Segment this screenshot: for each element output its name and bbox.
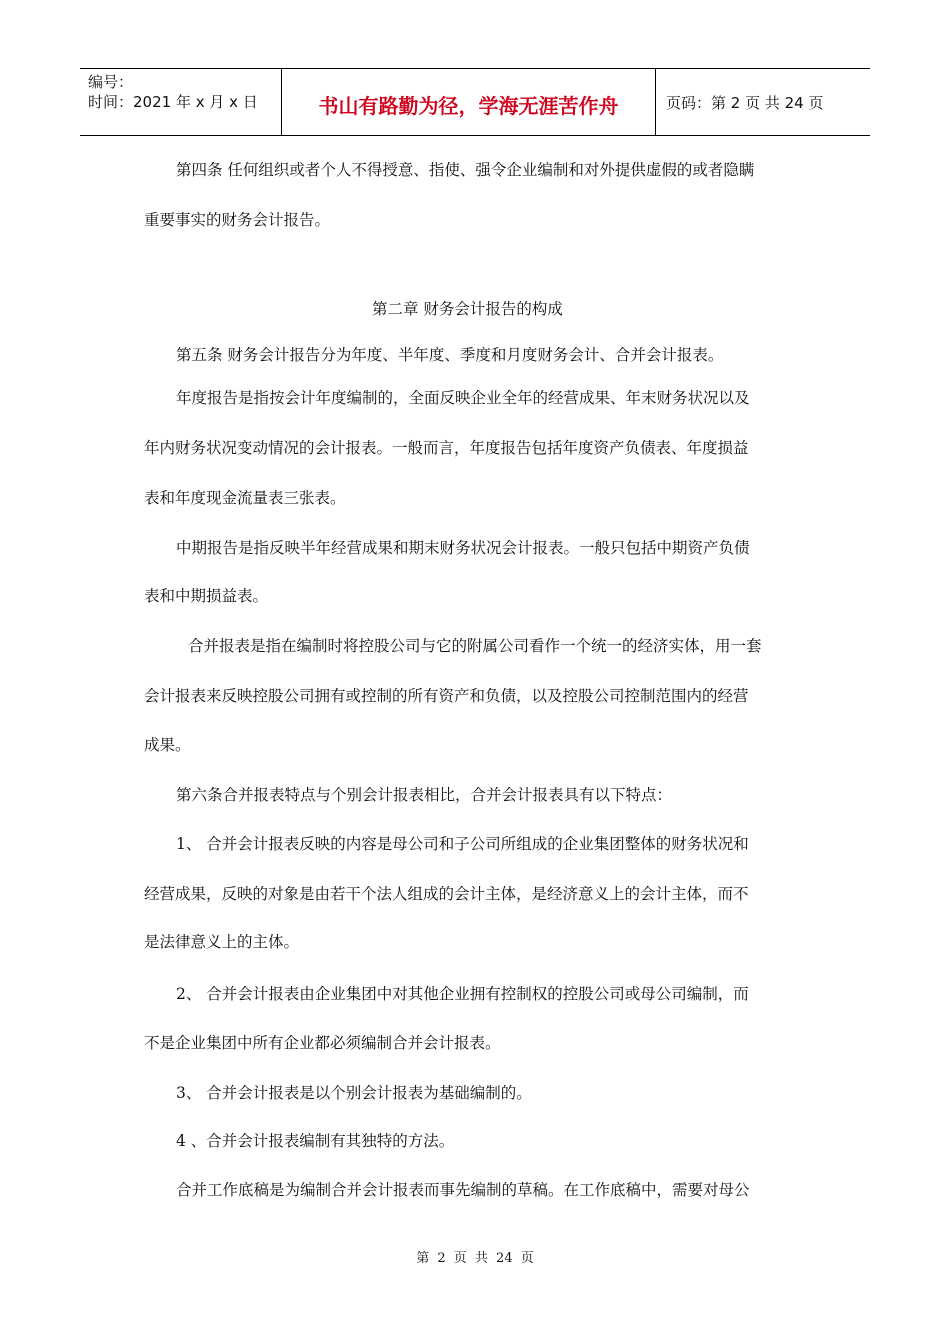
- feature-3-line-1: 3、 合并会计报表是以个别会计报表为基础编制的。: [176, 1084, 532, 1102]
- header-motto: 书山有路勤为径，学海无涯苦作舟: [282, 69, 656, 135]
- feature-2-line-2: 不是企业集团中所有企业都必须编制合并会计报表。: [144, 1034, 501, 1052]
- consolidated-report-line-1: 合并报表是指在编制时将控股公司与它的附属公司看作一个统一的经济实体，用一套: [188, 637, 762, 655]
- consolidated-report-line-2: 会计报表来反映控股公司拥有或控制的所有资产和负债，以及控股公司控制范围内的经营: [144, 687, 749, 705]
- article-5-line-1: 第五条 财务会计报告分为年度、半年度、季度和月度财务会计、合并会计报表。: [176, 346, 724, 364]
- feature-1-line-2: 经营成果，反映的对象是由若干个法人组成的会计主体，是经济意义上的会计主体，而不: [144, 885, 749, 903]
- page-footer: 第 2 页 共 24 页: [416, 1251, 534, 1266]
- document-time-label: 时间：2021 年 x 月 x 日: [88, 93, 258, 111]
- article-4-line-1: 第四条 任何组织或者个人不得授意、指使、强令企业编制和对外提供虚假的或者隐瞒: [176, 161, 755, 179]
- header-meta: [80, 69, 282, 135]
- worksheet-line-1: 合并工作底稿是为编制合并会计报表而事先编制的草稿。在工作底稿中，需要对母公: [176, 1181, 750, 1199]
- interim-report-line-2: 表和中期损益表。: [144, 587, 269, 605]
- article-4-line-2: 重要事实的财务会计报告。: [144, 211, 331, 229]
- feature-1-line-3: 是法律意义上的主体。: [144, 933, 300, 951]
- header-page-info: 页码：第 2 页 共 24 页: [666, 93, 824, 112]
- annual-report-line-1: 年度报告是指按会计年度编制的，全面反映企业全年的经营成果、年末财务状况以及: [176, 389, 750, 407]
- chapter-2-heading: 第二章 财务会计报告的构成: [372, 300, 563, 318]
- document-number-label: 编号：: [88, 73, 134, 91]
- consolidated-report-line-3: 成果。: [144, 736, 191, 754]
- document-header: [80, 68, 870, 136]
- feature-4-line-1: 4 、合并会计报表编制有其独特的方法。: [176, 1132, 455, 1150]
- interim-report-line-1: 中期报告是指反映半年经营成果和期末财务状况会计报表。一般只包括中期资产负债: [176, 539, 750, 557]
- annual-report-line-3: 表和年度现金流量表三张表。: [144, 489, 346, 507]
- annual-report-line-2: 年内财务状况变动情况的会计报表。一般而言，年度报告包括年度资产负债表、年度损益: [144, 439, 749, 457]
- feature-2-line-1: 2、 合并会计报表由企业集团中对其他企业拥有控制权的控股公司或母公司编制，而: [176, 985, 749, 1003]
- article-6-line-1: 第六条合并报表特点与个别会计报表相比，合并会计报表具有以下特点：: [176, 786, 673, 804]
- feature-1-line-1: 1、 合并会计报表反映的内容是母公司和子公司所组成的企业集团整体的财务状况和: [176, 835, 749, 853]
